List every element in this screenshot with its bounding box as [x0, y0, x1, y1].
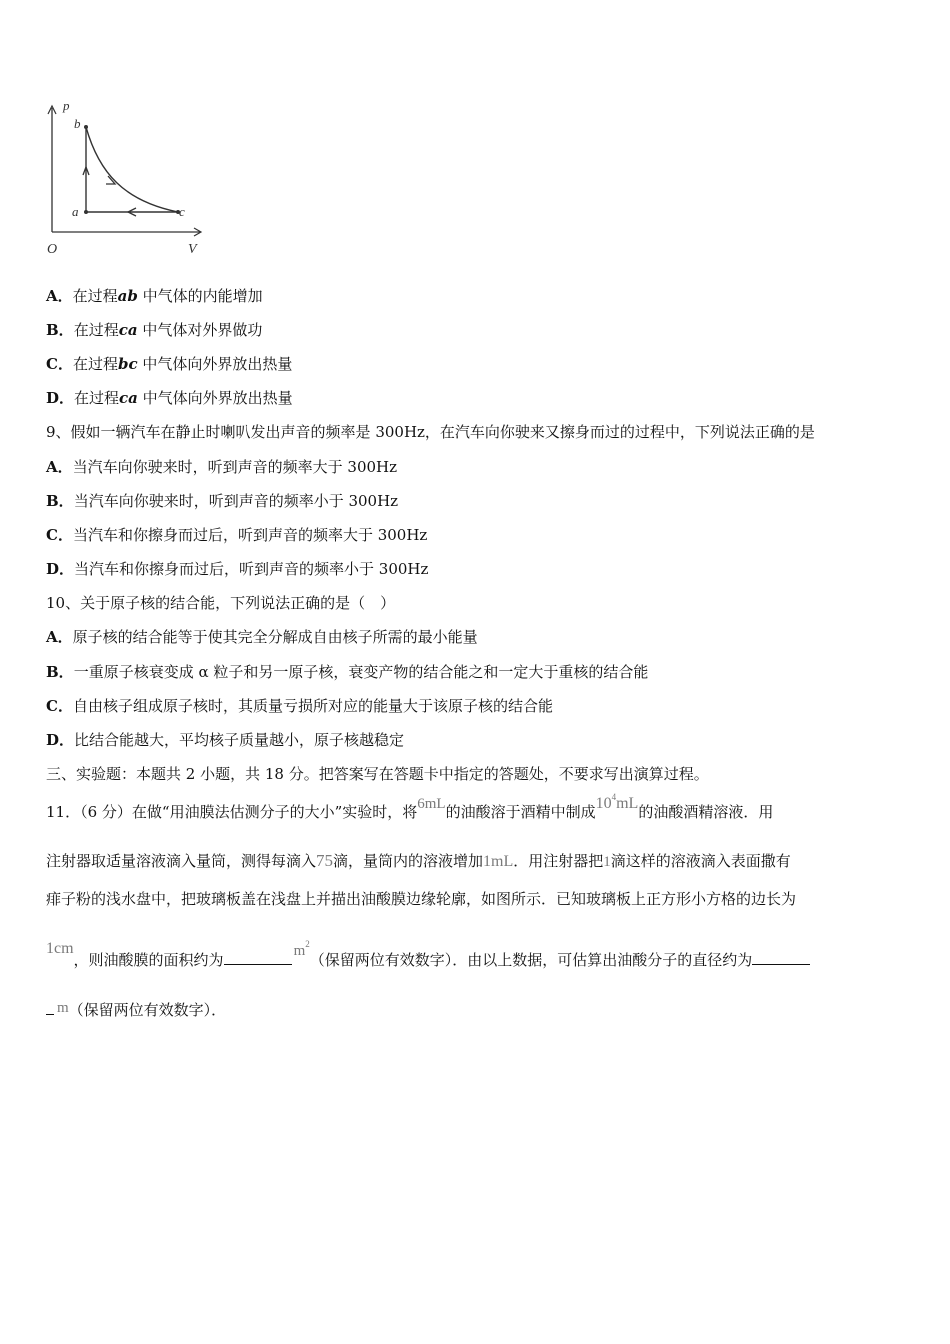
q11-line-2 [46, 851, 791, 872]
process-bc [86, 127, 178, 212]
q8-option-b-post: 中气体对外界做功 [142, 321, 263, 339]
q10-option-a-label: A． [46, 628, 73, 646]
q11-eq-1ml: 1mL [483, 853, 514, 870]
q10-option-c [46, 696, 553, 716]
label-p: p [63, 98, 70, 113]
label-c: c [179, 204, 185, 219]
q10-option-c-text: 自由核子组成原子核时，其质量亏损所对应的能量大于该原子核的结合能 [72, 697, 553, 715]
q8-option-b-pre: 在过程 [73, 321, 119, 339]
q8-option-a-label: A． [46, 287, 73, 305]
q11-eq-1cm: 1cm [46, 940, 74, 957]
q11-eq-volume [595, 792, 639, 812]
q9-option-b [46, 491, 398, 511]
q11-text-2d: 滴这样的溶液滴入表面撒有 [610, 852, 791, 870]
q10-option-b [46, 662, 648, 682]
q10-option-a-text: 原子核的结合能等于使其完全分解成自由核子所需的最小能量 [72, 628, 478, 646]
q8-option-a-post: 中气体的内能增加 [142, 287, 263, 305]
q9-option-a-label: A． [46, 458, 73, 476]
q11-eq-volume-base: 10 [595, 795, 612, 812]
q11-text-2a: 注射器取适量溶液滴入量筒，测得每滴入 [46, 852, 317, 870]
q9-stem: 9、假如一辆汽车在静止时喇叭发出声音的频率是 300Hz，在汽车向你驶来又擦身而过的过程中，下列说法正确的是 [46, 423, 815, 441]
label-b: b [74, 116, 81, 131]
q11-eq-75: 75 [316, 851, 334, 870]
q11-eq-volume-unit: mL [616, 795, 639, 812]
q8-option-c-post: 中气体向外界放出热量 [142, 355, 293, 373]
pv-diagram-svg [44, 98, 214, 263]
q10-option-b-text: 一重原子核衰变成 α 粒子和另一原子核，衰变产物的结合能之和一定大于重核的结合能 [73, 663, 649, 681]
q11-text-1b: 的油酸溶于酒精中制成 [445, 803, 596, 821]
q8-option-a [46, 286, 263, 306]
q8-option-a-var: ab [117, 287, 138, 305]
q11-text-4b: （保留两位有效数字）．由以上数据，可估算出油酸分子的直径约为 [309, 951, 753, 969]
q11-eq-m: m [57, 1000, 69, 1016]
label-a: a [72, 204, 79, 219]
q11-line-4 [46, 939, 810, 972]
q11-text-2c: ．用注射器把 [513, 852, 604, 870]
answer-blank-diameter-part1[interactable] [752, 950, 810, 965]
q11-eq-6ml: 6mL [417, 796, 446, 812]
q11-text-2b: 滴，量筒内的溶液增加 [333, 852, 484, 870]
q10-option-b-label: B． [46, 663, 74, 681]
q9-option-c-label: C． [46, 526, 73, 544]
q10-option-d-label: D． [46, 731, 75, 749]
q11-line-1 [46, 792, 774, 824]
q8-option-b-label: B． [46, 321, 74, 339]
q8-option-d [46, 388, 293, 408]
answer-blank-area[interactable] [224, 950, 292, 965]
q9-option-b-label: B． [46, 492, 74, 510]
q8-option-c-var: bc [117, 355, 138, 373]
point-a [84, 210, 88, 214]
q9-option-a [46, 457, 397, 477]
q8-option-d-var: ca [119, 389, 138, 407]
q9-option-c-text: 当汽车和你擦身而过后，听到声音的频率大于 300Hz [72, 526, 428, 544]
q11-eq-m2-base: m [293, 943, 306, 959]
q9-option-d [46, 559, 428, 579]
answer-blank-diameter-part2[interactable] [46, 1000, 54, 1015]
q11-eq-1: 1 [603, 854, 611, 870]
q11-text-1c: 的油酸酒精溶液．用 [638, 803, 774, 821]
q9-option-a-text: 当汽车向你驶来时，听到声音的频率大于 300Hz [72, 458, 398, 476]
q10-option-d [46, 730, 404, 750]
q10-option-a [46, 627, 478, 647]
q11-text-4a: ，则油酸膜的面积约为 [73, 951, 224, 969]
q8-option-d-label: D． [46, 389, 75, 407]
label-origin: O [47, 242, 58, 257]
q11-line-5 [46, 1000, 226, 1021]
pv-diagram [44, 98, 214, 267]
q10-option-d-text: 比结合能越大，平均核子质量越小，原子核越稳定 [74, 731, 405, 749]
q8-option-d-pre: 在过程 [74, 389, 120, 407]
q11-text-1a: 11．（6 分）在做“用油膜法估测分子的大小”实验时，将 [46, 803, 418, 821]
q8-option-b [46, 320, 262, 340]
point-b [84, 125, 88, 129]
q8-option-c [46, 354, 292, 374]
q8-option-b-var: ca [118, 321, 138, 339]
q10-option-c-label: C． [46, 697, 73, 715]
q8-option-c-pre: 在过程 [72, 355, 118, 373]
q8-option-c-label: C． [46, 355, 73, 373]
q11-text-5b: （保留两位有效数字）． [68, 1001, 227, 1019]
q8-option-d-post: 中气体向外界放出热量 [142, 389, 293, 407]
q8-option-a-pre: 在过程 [72, 287, 118, 305]
q10-stem: 10、关于原子核的结合能，下列说法正确的是（ ） [46, 594, 396, 612]
label-v: V [188, 242, 197, 257]
q11-eq-m2 [293, 939, 310, 959]
q9-option-d-label: D． [46, 560, 75, 578]
q9-option-b-text: 当汽车向你驶来时，听到声音的频率小于 300Hz [73, 492, 399, 510]
q11-line-3: 痱子粉的浅水盘中，把玻璃板盖在浅盘上并描出油酸膜边缘轮廓，如图所示．已知玻璃板上正方形小方格的边长为 [46, 890, 797, 908]
q11-eq-m2-exp: 2 [305, 939, 310, 949]
q11-eq-volume-exp: 4 [611, 792, 617, 802]
section-3-heading: 三、实验题：本题共 2 小题，共 18 分。把答案写在答题卡中指定的答题处，不要求写出演算过程。 [46, 765, 709, 783]
q9-option-d-text: 当汽车和你擦身而过后，听到声音的频率小于 300Hz [74, 560, 429, 578]
q9-option-c [46, 525, 427, 545]
